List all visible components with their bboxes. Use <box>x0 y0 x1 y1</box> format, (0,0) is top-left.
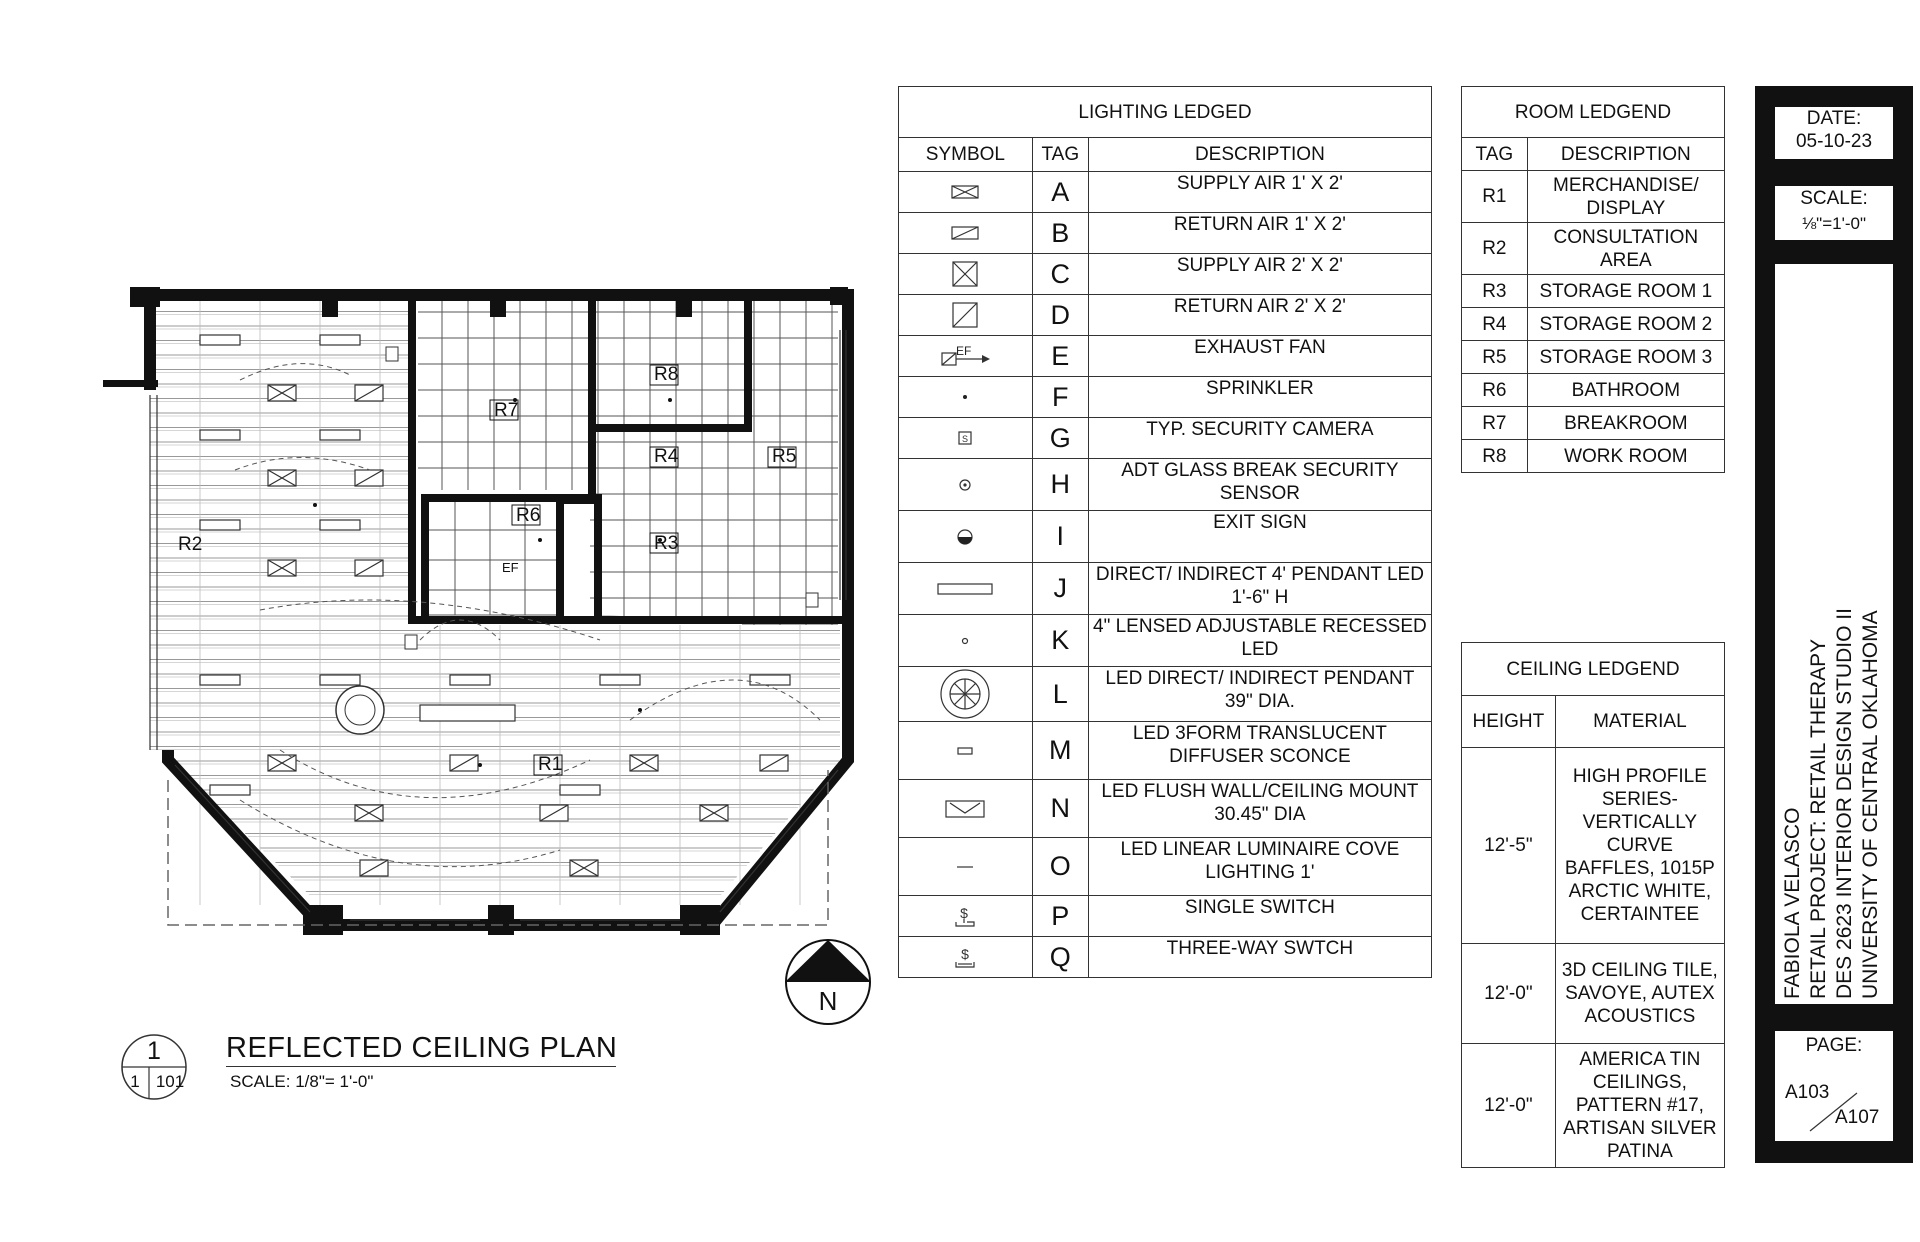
scale-value: ⅛"=1'-0" <box>1802 214 1866 233</box>
lighting-tag: C <box>1032 254 1088 295</box>
room-description: STORAGE ROOM 1 <box>1527 275 1724 308</box>
drawing-ref-sheet: 101 <box>155 1072 185 1091</box>
lighting-description: DIRECT/ INDIRECT 4' PENDANT LED 1'-6" H <box>1088 563 1431 615</box>
lighting-legend-row <box>899 896 1432 937</box>
col-header-room-description: DESCRIPTION <box>1527 138 1724 171</box>
room-tag: R2 <box>1462 223 1528 275</box>
room-label-r3: R3 <box>654 533 679 554</box>
scale-box <box>1775 186 1893 240</box>
room-tag: R3 <box>1462 275 1528 308</box>
ceiling-material: HIGH PROFILE SERIES- VERTICALLY CURVE BAFFLES, 1015P ARCTIC WHITE, CERTAINTEE <box>1555 748 1724 944</box>
lighting-legend-row <box>899 615 1432 667</box>
room-description: STORAGE ROOM 3 <box>1527 341 1724 374</box>
supply-air-small-icon <box>899 172 1033 213</box>
ceiling-legend-row <box>1462 1044 1725 1168</box>
lighting-tag: J <box>1032 563 1088 615</box>
lighting-legend-row <box>899 377 1432 418</box>
cove-light-icon <box>899 838 1033 896</box>
lighting-legend-row <box>899 667 1432 722</box>
room-description: BATHROOM <box>1527 374 1724 407</box>
ceiling-height: 12'-5" <box>1462 748 1556 944</box>
room-legend-row <box>1462 308 1725 341</box>
room-legend-row <box>1462 407 1725 440</box>
exit-sign-icon <box>899 511 1033 563</box>
lighting-tag: N <box>1032 780 1088 838</box>
lighting-legend-row <box>899 336 1432 377</box>
lighting-tag: Q <box>1032 937 1088 978</box>
lighting-legend-row <box>899 459 1432 511</box>
lighting-legend-row <box>899 295 1432 336</box>
col-header-description: DESCRIPTION <box>1088 138 1431 172</box>
col-header-room-tag: TAG <box>1462 138 1528 171</box>
room-label-r5: R5 <box>772 446 797 467</box>
date-value: 05-10-23 <box>1795 131 1873 152</box>
lighting-description: TYP. SECURITY CAMERA <box>1088 418 1431 459</box>
room-legend-row <box>1462 341 1725 374</box>
sconce-icon <box>899 722 1033 780</box>
lighting-description: THREE-WAY SWTCH <box>1088 937 1431 978</box>
lighting-tag: K <box>1032 615 1088 667</box>
lighting-legend-row <box>899 780 1432 838</box>
drawing-title-bubble <box>112 1032 196 1102</box>
tile-ceiling-r7 <box>418 300 590 490</box>
security-camera-icon <box>899 418 1033 459</box>
svg-text:$: $ <box>960 905 969 921</box>
lighting-description: LED DIRECT/ INDIRECT PENDANT 39" DIA. <box>1088 667 1431 722</box>
lighting-legend-row <box>899 213 1432 254</box>
drawing-scale: SCALE: 1/8"= 1'-0" <box>230 1072 374 1091</box>
return-air-large-icon <box>899 295 1033 336</box>
room-legend-row <box>1462 171 1725 223</box>
ceiling-legend-row <box>1462 748 1725 944</box>
col-header-symbol: SYMBOL <box>899 138 1033 172</box>
lighting-legend-row <box>899 418 1432 459</box>
svg-text:N: N <box>818 986 838 1016</box>
lighting-description: RETURN AIR 1' X 2' <box>1088 213 1431 254</box>
lighting-description: SUPPLY AIR 1' X 2' <box>1088 172 1431 213</box>
reflected-ceiling-plan-drawing <box>0 0 900 1060</box>
lighting-description: SUPPLY AIR 2' X 2' <box>1088 254 1431 295</box>
drawing-title: REFLECTED CEILING PLAN <box>226 1032 618 1064</box>
lighting-tag: M <box>1032 722 1088 780</box>
svg-text:S: S <box>962 434 969 444</box>
lighting-legend-row <box>899 838 1432 896</box>
lighting-tag: F <box>1032 377 1088 418</box>
room-description: CONSULTATION AREA <box>1527 223 1724 275</box>
exhaust-fan-tag: EF <box>502 560 519 575</box>
lighting-description: LED LINEAR LUMINAIRE COVE LIGHTING 1' <box>1088 838 1431 896</box>
room-tag: R8 <box>1462 440 1528 473</box>
lighting-tag: B <box>1032 213 1088 254</box>
return-air-small-icon <box>899 213 1033 254</box>
school-name: UNIVERSITY OF CENTRAL OKLAHOMA <box>1859 610 1882 999</box>
room-tag: R7 <box>1462 407 1528 440</box>
room-tag: R6 <box>1462 374 1528 407</box>
course-name: DES 2623 INTERIOR DESIGN STUDIO II <box>1833 608 1856 999</box>
drawing-ref-left: 1 <box>130 1072 140 1091</box>
recessed-led-icon <box>899 615 1033 667</box>
project-info-box <box>1775 264 1893 1004</box>
ceiling-height: 12'-0" <box>1462 1044 1556 1168</box>
page-current: A103 <box>1785 1082 1830 1103</box>
room-label-r8: R8 <box>654 364 679 385</box>
room-legend-row <box>1462 440 1725 473</box>
room-legend-row <box>1462 275 1725 308</box>
lighting-tag: G <box>1032 418 1088 459</box>
room-legend-row <box>1462 223 1725 275</box>
ceiling-legend-row <box>1462 944 1725 1044</box>
room-description: STORAGE ROOM 2 <box>1527 308 1724 341</box>
lighting-description: SPRINKLER <box>1088 377 1431 418</box>
lighting-description: EXIT SIGN <box>1088 511 1431 563</box>
page-total: A107 <box>1835 1107 1880 1128</box>
drawing-number: 1 <box>147 1037 161 1065</box>
scale-label: SCALE: <box>1800 188 1868 209</box>
lighting-tag: D <box>1032 295 1088 336</box>
svg-text:EF: EF <box>956 345 972 358</box>
ceiling-legend <box>1461 642 1725 1168</box>
ceiling-material: 3D CEILING TILE, SAVOYE, AUTEX ACOUSTICS <box>1555 944 1724 1044</box>
lighting-tag: L <box>1032 667 1088 722</box>
lighting-legend <box>898 86 1432 978</box>
supply-air-large-icon <box>899 254 1033 295</box>
three-way-switch-icon <box>899 937 1033 978</box>
lighting-description: SINGLE SWITCH <box>1088 896 1431 937</box>
page-label: PAGE: <box>1805 1035 1863 1056</box>
lighting-tag: O <box>1032 838 1088 896</box>
room-label-r2: R2 <box>178 534 203 555</box>
room-label-r4: R4 <box>654 446 679 467</box>
lighting-tag: P <box>1032 896 1088 937</box>
room-tag: R1 <box>1462 171 1528 223</box>
date-box <box>1775 107 1893 159</box>
col-header-height: HEIGHT <box>1462 696 1556 748</box>
lighting-tag: A <box>1032 172 1088 213</box>
ceiling-height: 12'-0" <box>1462 944 1556 1044</box>
room-tag: R5 <box>1462 341 1528 374</box>
title-block <box>1755 86 1913 1163</box>
tile-ceiling-r3-r4 <box>590 428 768 618</box>
room-label-r7: R7 <box>494 400 519 421</box>
room-description: BREAKROOM <box>1527 407 1724 440</box>
lighting-description: LED FLUSH WALL/CEILING MOUNT 30.45" DIA <box>1088 780 1431 838</box>
lighting-legend-row <box>899 172 1432 213</box>
room-label-r6: R6 <box>516 505 541 526</box>
room-legend <box>1461 86 1725 473</box>
lighting-tag: H <box>1032 459 1088 511</box>
page-box <box>1775 1031 1893 1141</box>
svg-text:$: $ <box>961 946 970 962</box>
lighting-legend-title: LIGHTING LEDGED <box>899 87 1432 138</box>
round-pendant-icon <box>899 667 1033 722</box>
room-description: MERCHANDISE/ DISPLAY <box>1527 171 1724 223</box>
room-description: WORK ROOM <box>1527 440 1724 473</box>
ceiling-material: AMERICA TIN CEILINGS, PATTERN #17, ARTISAN SILVER PATINA <box>1555 1044 1724 1168</box>
single-switch-icon <box>899 896 1033 937</box>
lighting-legend-row <box>899 563 1432 615</box>
lighting-legend-row <box>899 722 1432 780</box>
exhaust-fan-icon <box>899 336 1033 377</box>
sprinkler-icon <box>899 377 1033 418</box>
author-name: FABIOLA VELASCO <box>1781 807 1804 999</box>
ceiling-legend-title: CEILING LEDGEND <box>1462 643 1725 696</box>
room-legend-title: ROOM LEDGEND <box>1462 87 1725 138</box>
lighting-description: ADT GLASS BREAK SECURITY SENSOR <box>1088 459 1431 511</box>
lighting-description: 4" LENSED ADJUSTABLE RECESSED LED <box>1088 615 1431 667</box>
north-arrow <box>785 940 871 1024</box>
date-label: DATE: <box>1806 108 1862 129</box>
lighting-legend-row <box>899 511 1432 563</box>
pendant-linear-icon <box>899 563 1033 615</box>
glass-break-sensor-icon <box>899 459 1033 511</box>
room-legend-row <box>1462 374 1725 407</box>
flush-mount-icon <box>899 780 1033 838</box>
room-label-r1: R1 <box>538 754 563 775</box>
round-pendant-fixture <box>336 686 384 734</box>
lighting-description: LED 3FORM TRANSLUCENT DIFFUSER SCONCE <box>1088 722 1431 780</box>
lighting-tag: E <box>1032 336 1088 377</box>
col-header-tag: TAG <box>1032 138 1088 172</box>
col-header-material: MATERIAL <box>1555 696 1724 748</box>
room-tag: R4 <box>1462 308 1528 341</box>
lighting-legend-row <box>899 254 1432 295</box>
project-name: RETAIL PROJECT: RETAIL THERAPY <box>1807 638 1830 999</box>
lighting-description: EXHAUST FAN <box>1088 336 1431 377</box>
lighting-description: RETURN AIR 2' X 2' <box>1088 295 1431 336</box>
lighting-legend-row <box>899 937 1432 978</box>
lighting-tag: I <box>1032 511 1088 563</box>
